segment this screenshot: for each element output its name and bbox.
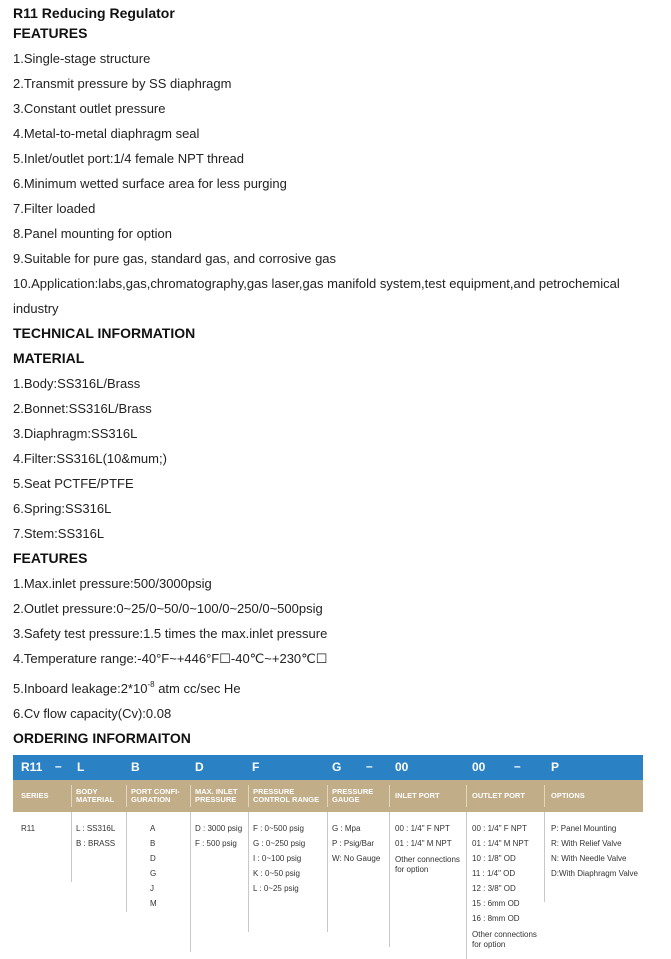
outlet-port-note: Other connections for option [472, 930, 537, 949]
features-heading: FEATURES [13, 25, 88, 41]
spec-inlet-pressure: 1.Max.inlet pressure:500/3000psig [13, 576, 212, 591]
spec-outlet-pressure: 2.Outlet pressure:0~25/0~50/0~100/0~250/0~500psig [13, 601, 323, 616]
column-divider [466, 812, 467, 959]
header-options: OPTIONS [551, 791, 585, 800]
body-material-option: L : SS316L [76, 824, 116, 833]
port-config-option: M [150, 899, 157, 908]
column-divider [327, 812, 328, 932]
material-item: 1.Body:SS316L/Brass [13, 376, 141, 391]
header-body-material: BODY MATERIAL [76, 787, 115, 804]
port-config-option: J [150, 884, 154, 893]
spec-temperature: 4.Temperature range:-40°F~+446°F☐-40℃~+230℃☐ [13, 651, 328, 666]
feature-item: 10.Application:labs,gas,chromatography,gas laser,gas manifold system,test equipment,and petrochemical industry [13, 276, 620, 316]
outlet-port-option: 12 : 3/8" OD [472, 884, 516, 893]
feature-item: 4.Metal-to-metal diaphragm seal [13, 126, 200, 141]
spec-safety-test: 3.Safety test pressure:1.5 times the max.inlet pressure [13, 626, 328, 641]
feature-item: 6.Minimum wetted surface area for less purging [13, 176, 287, 191]
column-body-material [76, 821, 126, 851]
code-port: B [131, 760, 140, 774]
material-item: 2.Bonnet:SS316L/Brass [13, 401, 152, 416]
outlet-port-option: 16 : 8mm OD [472, 914, 520, 923]
code-range: F [252, 760, 260, 774]
material-item: 4.Filter:SS316L(10&mum;) [13, 451, 167, 466]
outlet-port-option: 01 : 1/4" M NPT [472, 839, 529, 848]
header-divider [544, 785, 545, 807]
header-max-inlet: MAX. INLET PRESSURE [195, 787, 238, 804]
control-range-option: K : 0~50 psig [253, 869, 300, 878]
control-range-option: G : 0~250 psig [253, 839, 306, 848]
body-material-option: B : BRASS [76, 839, 116, 848]
material-item: 3.Diaphragm:SS316L [13, 426, 138, 441]
column-max-inlet [195, 821, 247, 851]
port-config-option: D [150, 854, 156, 863]
header-inlet-port: INLET PORT [395, 791, 440, 800]
feature-item: 3.Constant outlet pressure [13, 101, 166, 116]
code-bar [13, 755, 643, 780]
outlet-port-option: 10 : 1/8" OD [472, 854, 516, 863]
leakage-base: 5.Inboard leakage:2*10 [13, 681, 148, 696]
spec-leakage [13, 671, 663, 701]
control-range-option: F : 0~500 psig [253, 824, 304, 833]
header-divider [248, 785, 249, 807]
gauge-option: G : Mpa [332, 824, 361, 833]
header-outlet-port: OUTLET PORT [472, 791, 525, 800]
column-divider [248, 812, 249, 932]
code-inlet-port: 00 [395, 760, 409, 774]
column-port-config [150, 821, 170, 911]
control-range-option: L : 0~25 psig [253, 884, 299, 893]
inlet-port-note: Other connections for option [395, 855, 460, 874]
column-divider [389, 812, 390, 947]
inlet-port-option: 00 : 1/4" F NPT [395, 824, 450, 833]
column-inlet-port [395, 821, 465, 875]
page-title: R11 Reducing Regulator [13, 5, 175, 21]
header-divider [327, 785, 328, 807]
column-divider [544, 812, 545, 902]
code-series: R11 [21, 760, 43, 774]
code-outlet-port: 00 [472, 760, 486, 774]
header-divider [126, 785, 127, 807]
code-body: L [77, 760, 85, 774]
header-divider [190, 785, 191, 807]
code-dash: – [366, 759, 373, 773]
column-control-range [253, 821, 325, 896]
port-config-option: A [150, 824, 156, 833]
column-divider [71, 812, 72, 882]
material-item: 5.Seat PCTFE/PTFE [13, 476, 134, 491]
header-divider [389, 785, 390, 807]
outlet-port-option: 00 : 1/4" F NPT [472, 824, 527, 833]
option-item: N: With Needle Valve [551, 854, 627, 863]
header-divider [71, 785, 72, 807]
column-gauge [332, 821, 387, 866]
series-value: R11 [21, 824, 36, 833]
option-item: P: Panel Mounting [551, 824, 617, 833]
spec-cv: 6.Cv flow capacity(Cv):0.08 [13, 706, 172, 721]
header-control-range: PRESSURE CONTROL RANGE [253, 787, 320, 804]
material-item: 6.Spring:SS316L [13, 501, 112, 516]
feature-item: 8.Panel mounting for option [13, 226, 172, 241]
feature-item: 7.Filter loaded [13, 201, 96, 216]
features2-heading: FEATURES [13, 550, 88, 566]
code-dash: – [55, 759, 62, 773]
inlet-port-option: 01 : 1/4" M NPT [395, 839, 452, 848]
feature-item: 5.Inlet/outlet port:1/4 female NPT thread [13, 151, 245, 166]
technical-heading: TECHNICAL INFORMATION [13, 325, 196, 341]
ordering-heading: ORDERING INFORMAITON [13, 730, 191, 746]
outlet-port-option: 15 : 6mm OD [472, 899, 520, 908]
feature-item: 9.Suitable for pure gas, standard gas, and corrosive gas [13, 251, 337, 266]
column-divider [126, 812, 127, 912]
column-series [21, 821, 69, 836]
material-item: 7.Stem:SS316L [13, 526, 105, 541]
column-outlet-port [472, 821, 542, 950]
material-heading: MATERIAL [13, 350, 85, 366]
gauge-option: P : Psig/Bar [332, 839, 375, 848]
code-inlet: D [195, 760, 204, 774]
code-dash: – [514, 759, 521, 773]
feature-item: 1.Single-stage structure [13, 51, 151, 66]
port-config-option: G [150, 869, 157, 878]
column-divider [190, 812, 191, 952]
leakage-unit: atm cc/sec He [154, 681, 241, 696]
max-inlet-option: D : 3000 psig [195, 824, 243, 833]
option-item: D:With Diaphragm Valve [551, 869, 638, 878]
feature-item: 2.Transmit pressure by SS diaphragm [13, 76, 232, 91]
option-item: R: With Relief Valve [551, 839, 622, 848]
code-gauge: G [332, 760, 342, 774]
header-divider [466, 785, 467, 807]
column-options [551, 821, 643, 881]
outlet-port-option: 11 : 1/4" OD [472, 869, 516, 878]
port-config-option: B [150, 839, 156, 848]
max-inlet-option: F : 500 psig [195, 839, 237, 848]
leakage-exponent: -8 [147, 680, 155, 689]
code-options: P [551, 760, 560, 774]
header-series: SERIES [21, 791, 49, 800]
control-range-option: I : 0~100 psig [253, 854, 302, 863]
document-body [13, 0, 663, 751]
header-port-config: PORT CONFI-GURATION [131, 787, 180, 804]
header-gauge: PRESSURE GAUGE [332, 787, 374, 804]
gauge-option: W: No Gauge [332, 854, 381, 863]
ordering-table [13, 755, 643, 959]
